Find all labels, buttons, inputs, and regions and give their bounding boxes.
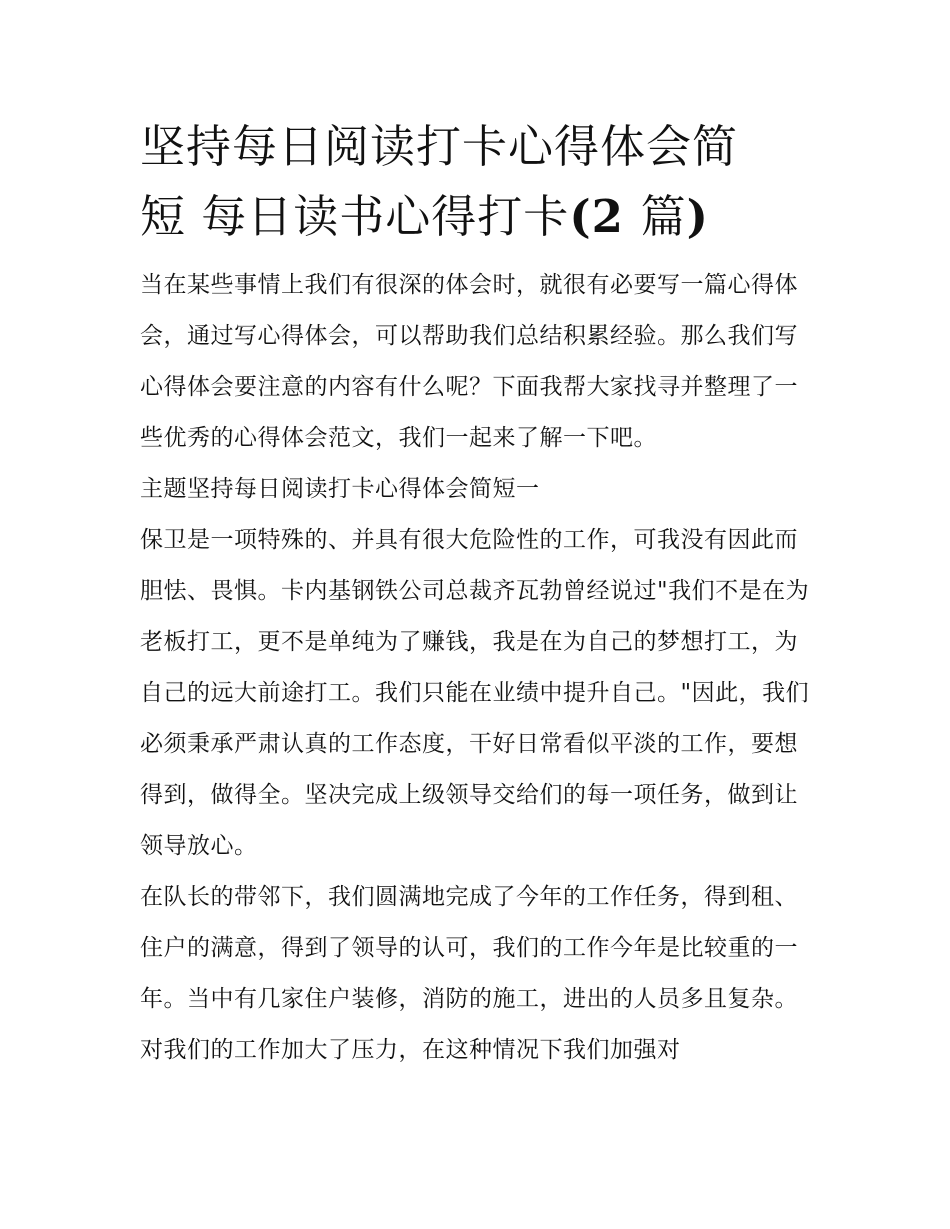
document-page	[140, 112, 815, 1076]
document-title	[140, 112, 815, 252]
title-count-unit: 篇	[640, 190, 687, 243]
title-count-close: )	[686, 190, 709, 243]
section-heading: 主题坚持每日阅读打卡心得体会简短一	[140, 476, 540, 502]
body-paragraph-1: 保卫是一项特殊的、并具有很大危险性的工作，可我没有因此而胆怯、畏惧。卡内基钢铁公司总裁齐瓦勃曾经说过"我们不是在为老板打工，更不是单纯为了赚钱，我是在为自己的梦想打工，为自己的远大前途打工。我们只能在业绩中提升自己。"因此，我们必须秉承严肃认真的工作态度，干好日常看似平淡的工作，要想得到，做得全。坚决完成上级领导交给们的每一项任务，做到让领导放心。	[140, 527, 810, 859]
title-line-1: 坚持每日阅读打卡心得体会简	[140, 120, 739, 173]
title-line-2: 短 每日读书心得打卡	[140, 190, 570, 243]
body-paragraph-2: 在队长的带邻下，我们圆满地完成了今年的工作任务，得到租、住户的满意，得到了领导的认可，我们的工作今年是比较重的一年。当中有几家住户装修，消防的施工，进出的人员多且复杂。对我们的工作加大了压力，在这种情况下我们加强对	[140, 884, 798, 1063]
title-count-open: (2	[569, 190, 641, 243]
intro-paragraph: 当在某些事情上我们有很深的体会时，就很有必要写一篇心得体会，通过写心得体会，可以帮助我们总结积累经验。那么我们写心得体会要注意的内容有什么呢？下面我帮大家找寻并整理了一些优秀的心得体会范文，我们一起来了解一下吧。	[140, 272, 798, 451]
